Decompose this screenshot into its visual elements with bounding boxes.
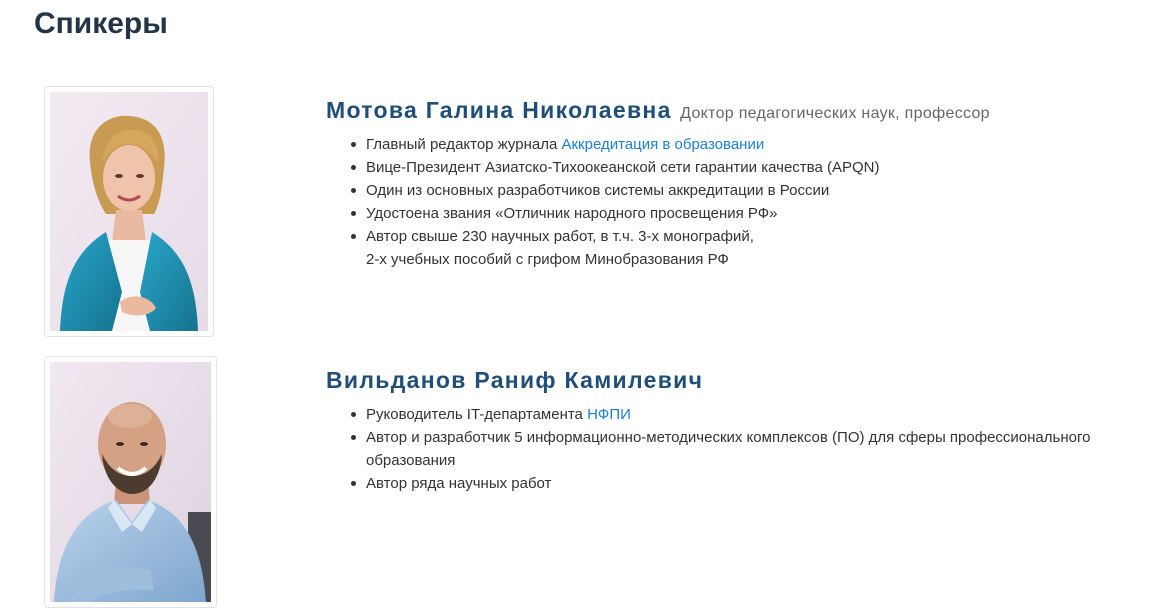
list-item (366, 472, 1146, 495)
nfpi-link[interactable]: НФПИ (587, 406, 631, 423)
fact-text: Один из основных разработчиков системы аккредитации в России (366, 182, 830, 199)
woman-portrait-photo (50, 92, 208, 331)
speaker-info (326, 366, 1146, 495)
page-title: Спикеры (34, 7, 168, 40)
fact-text-line-1: Автор и разработчик 5 информационно-методических комплексов (ПО) для сферы профессионального (366, 429, 1091, 446)
fact-text-line-2: 2-х учебных пособий с грифом Минобразования РФ (366, 251, 729, 268)
fact-text-line-2: образования (366, 452, 456, 469)
speaker-photo-frame (44, 86, 214, 337)
list-item (366, 426, 1146, 472)
speaker-info (326, 96, 1146, 271)
speaker-name: Вильданов Раниф Камилевич (326, 367, 704, 393)
speaker-facts-list (326, 403, 1146, 495)
list-item (366, 133, 1146, 156)
speaker-heading (326, 366, 1146, 398)
speaker-name: Мотова Галина Николаевна (326, 97, 672, 123)
list-item (366, 403, 1146, 426)
speaker-heading (326, 96, 1146, 128)
fact-text: Удостоена звания «Отличник народного просвещения РФ» (366, 205, 778, 222)
fact-text: Руководитель IT-департамента (366, 406, 588, 423)
man-portrait-photo (50, 362, 211, 602)
fact-text: Главный редактор журнала (366, 136, 562, 153)
speaker-degree: Доктор педагогических наук, профессор (680, 105, 990, 122)
list-item (366, 156, 1146, 179)
speaker-card (0, 356, 1154, 610)
fact-text: Вице-Президент Азиатско-Тихоокеанской сети гарантии качества (APQN) (366, 159, 880, 176)
list-item (366, 179, 1146, 202)
speaker-card (0, 86, 1154, 338)
speaker-photo-frame (44, 356, 217, 608)
list-item (366, 202, 1146, 225)
fact-text-line-1: Автор свыше 230 научных работ, в т.ч. 3-х монографий, (366, 228, 754, 245)
list-item (366, 225, 1146, 271)
speaker-facts-list (326, 133, 1146, 271)
fact-text: Автор ряда научных работ (366, 475, 552, 492)
journal-link[interactable]: Аккредитация в образовании (561, 136, 765, 153)
